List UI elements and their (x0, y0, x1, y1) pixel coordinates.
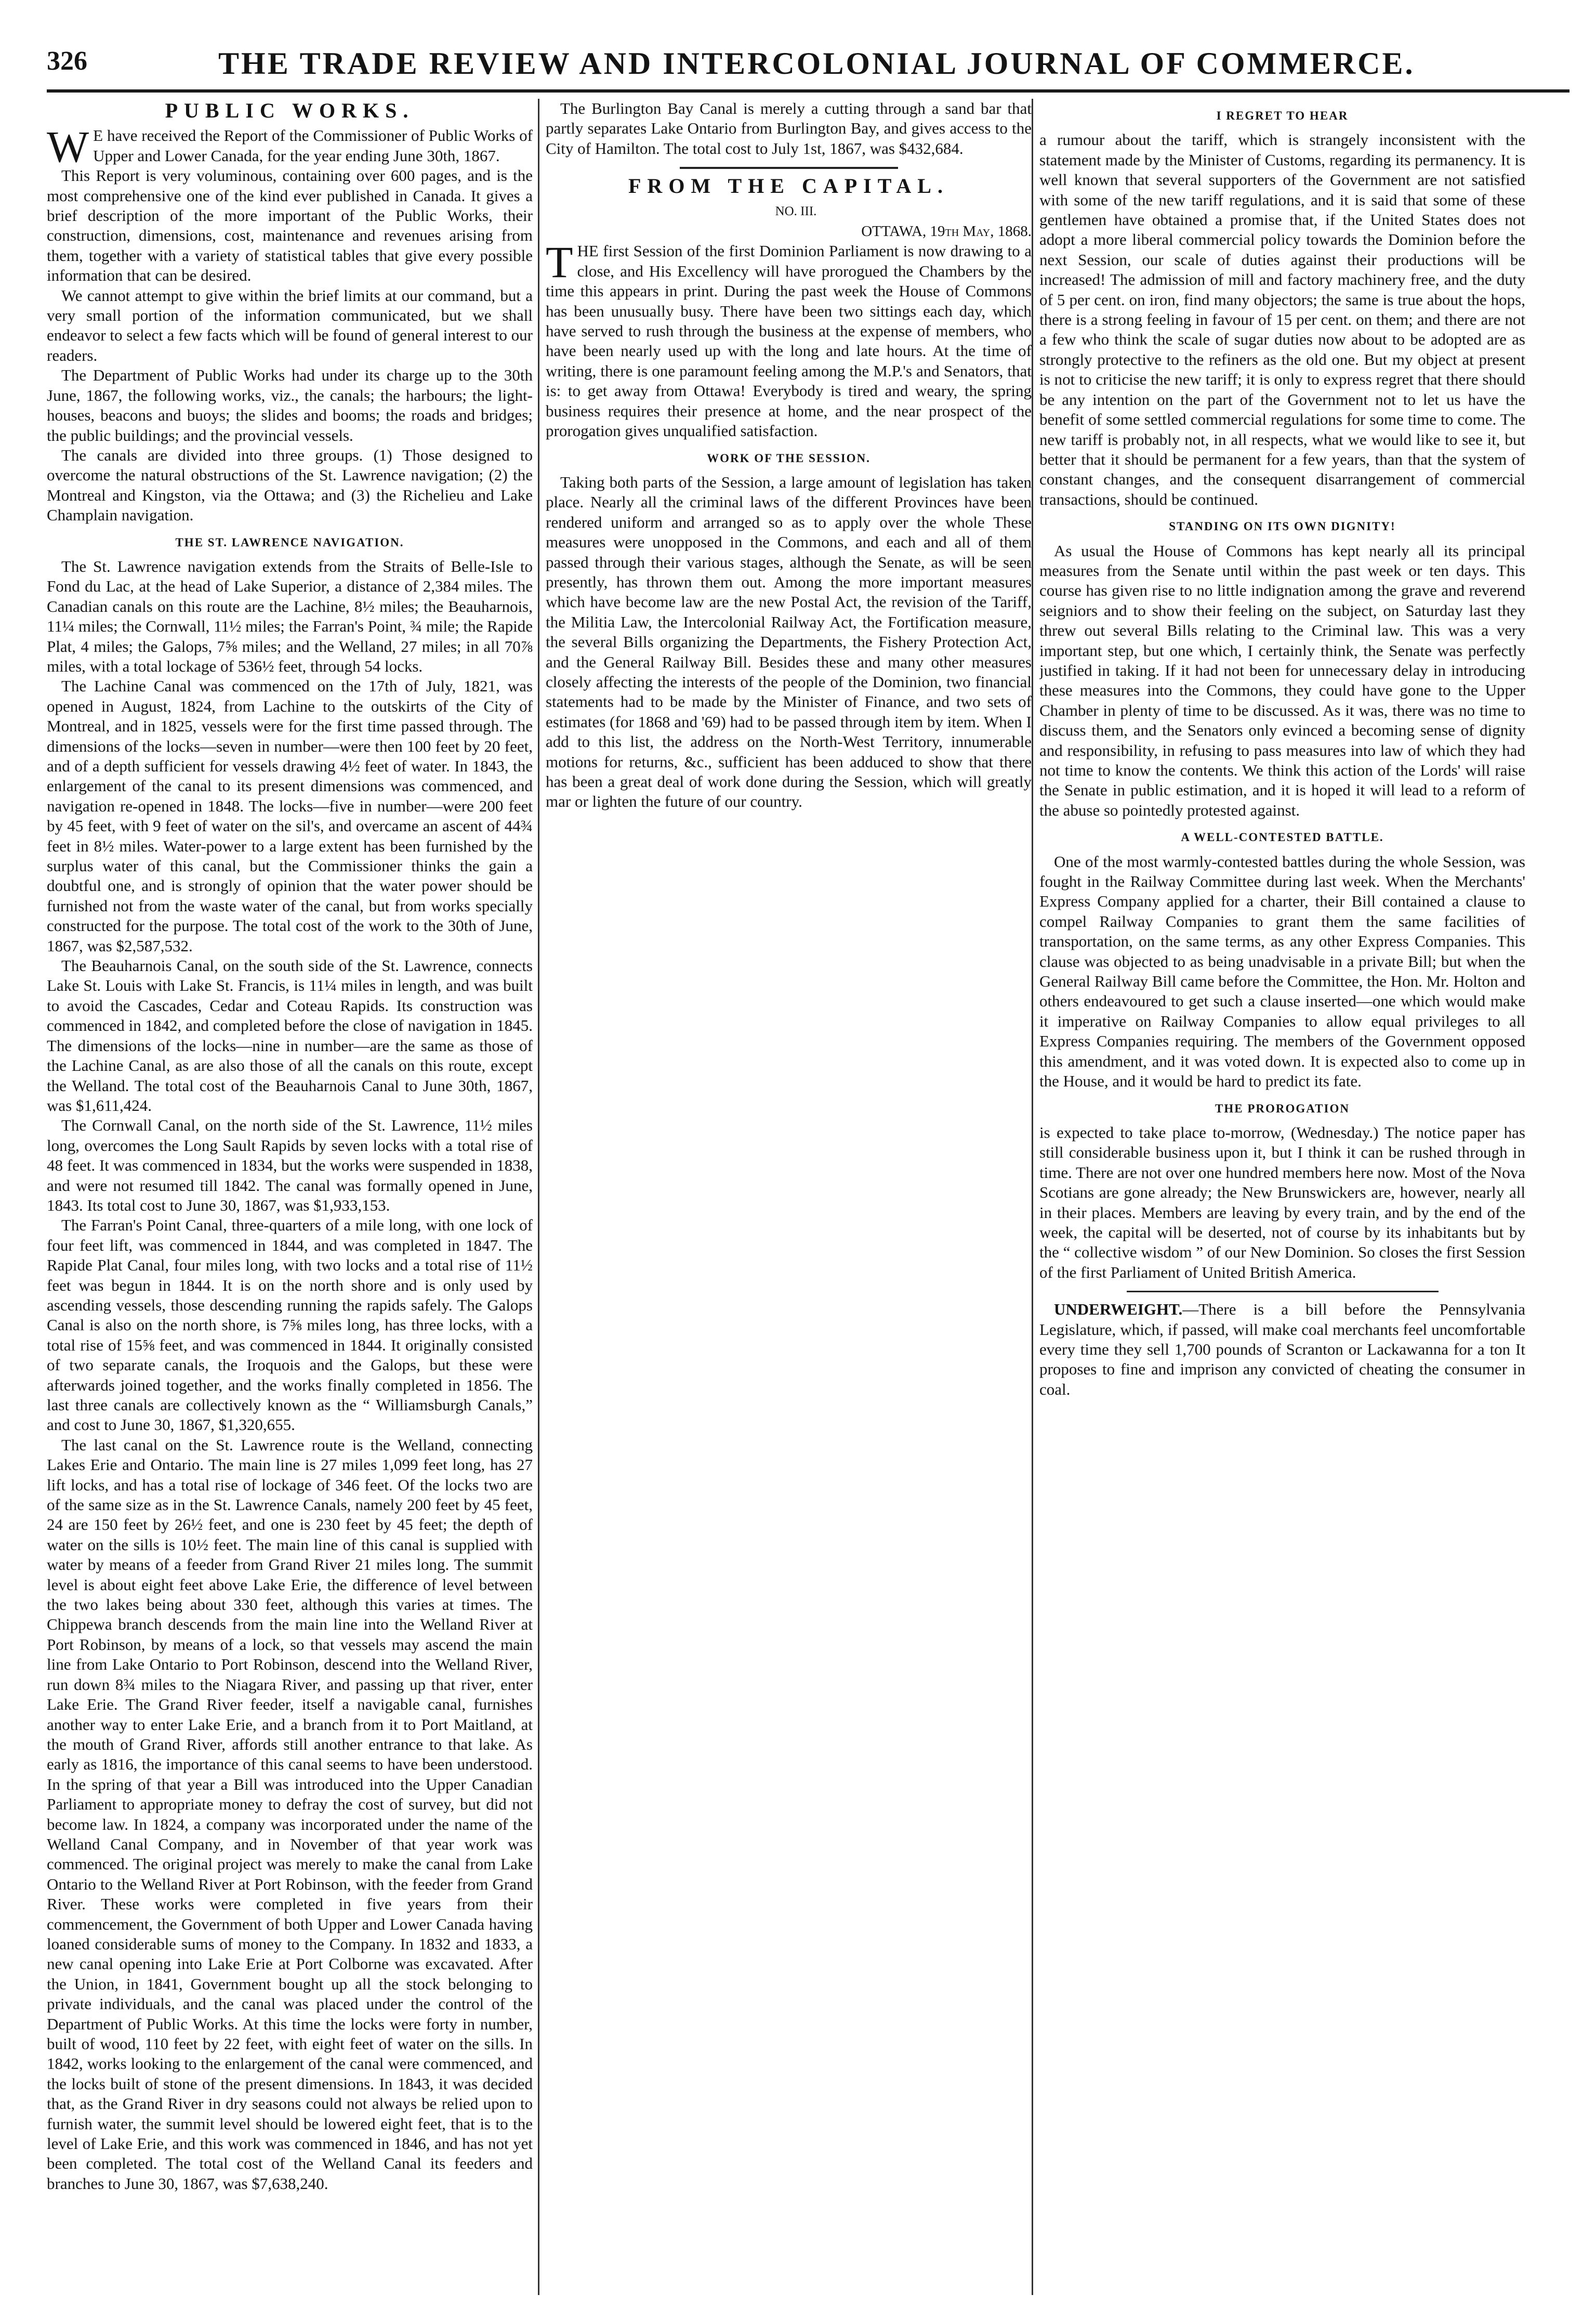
public-works-title: PUBLIC WORKS. (165, 99, 415, 122)
paragraph: As usual the House of Commons has kept nearly all its principal measures from the Senate until within the past week or ten days. This course has given rise to no little indignation among the grave and reverend seigniors and to show their feeling on the subject, on Saturday last they threw out several Bills relating to the Criminal law. This was a very important step, but one which, I certainly think, the Senate was perfectly justified in taking. If it had not been for unnecessary delay in introducing these measures into the Commons, they could have gone to the Upper Chamber in plenty of time to be discussed. As it was, there was no time to discuss them, and the Senators only evinced a becoming sense of dignity and responsibility, in refusing to pass measures into law of which they had not time to know the contents. We think this action of the Lords' will raise the Senate in public estimation, and it is hoped it will lead to a reform of the abuse so pointedly protested against. (1039, 541, 1525, 819)
paragraph: The Burlington Bay Canal is merely a cutting through a sand bar that partly separates Lake Ontario from Burlington Bay, and gives access to the City of Hamilton. The total cost to July 1st, 1867, was $432,684. (546, 99, 1032, 158)
paragraph: One of the most warmly-contested battles during the whole Session, was fought in the Railway Committee during last week. When the Merchants' Express Company applied for a charter, their Bill contained a clause to compel Railway Companies to grant them the same facilities of transportation, on the same terms, as any other Express Companies. This clause was objected to as being unadvisable in a private Bill; but when the General Railway Bill came before the Committee, the Hon. Mr. Holton and others endeavoured to get such a clause inserted—one which would make it imperative on Railway Companies to allow equal privileges to all Express Companies requiring. The members of the Government opposed this amendment, and it was voted down. It is expected also to come up in the House, and it would be hard to predict its fate. (1039, 852, 1525, 1091)
paragraph: The Farran's Point Canal, three-quarters of a mile long, with one lock of four feet lift, was commenced in 1844, and was completed in 1847. The Rapide Plat Canal, four miles long, with two locks and a total rise of 11½ feet was begun in 1844. It is on the north shore and is only used by ascending vessels, those descending running the rapids safely. The Galops Canal is also on the north shore, is 7⅝ miles long, has three locks, with a total rise of 15⅝ feet, and was commenced in 1844. It originally consisted of two separate canals, the Iroquois and the Galops, but these were afterwards joined together, and the works finally completed in 1856. The last three canals are collectively known as the “ Williamsburgh Canals,” and cost to June 30, 1867, $1,320,655. (47, 1216, 533, 1434)
subheading: STANDING ON ITS OWN DIGNITY! (1169, 520, 1396, 533)
column-3 (1039, 99, 1525, 2300)
paragraph: The last canal on the St. Lawrence route is the Welland, connecting Lakes Erie and Ontario. The main line is 27 miles 1,099 feet long, has 27 lift locks, and has a total rise of lockage of 346 feet. Of the locks two are of the same size as in the St. Lawrence Canals, namely 200 feet by 45 feet, 24 are 150 feet by 26½ feet, and one is 230 feet by 45 feet; the depth of water on the sills is 10½ feet. The main line of this canal is supplied with water by means of a feeder from Grand River 21 miles long. The summit level is about eight feet above Lake Erie, the difference of level between the two lakes being about 330 feet, although this varies at times. The Chippewa branch descends from the main line into the Welland River at Port Robinson, by means of a lock, so that vessels may ascend the main line from Lake Ontario to Port Robinson, descend into the Welland River, run down 8¾ miles to the Niagara River, and passing up that river, enter Lake Erie. The Grand River feeder, itself a navigable canal, furnishes another way to enter Lake Erie, and a branch from it to Port Maitland, at the mouth of Grand River, affords still another entrance to that lake. As early as 1816, the importance of this canal seems to have been understood. In the spring of that year a Bill was introduced into the Upper Canadian Parliament to appropriate money to defray the cost of survey, but did not become law. In 1824, a company was incorporated under the name of the Welland Canal Company, and in November of that year work was commenced. The original project was merely to make the canal from Lake Ontario to the Welland River at Port Robinson, with the feeder from Grand River. These works were completed in five years from their commencement, the Government of both Upper and Lower Canada having loaned considerable sums of money to the Company. In 1832 and 1833, a new canal opening into Lake Erie at Port Colborne was excavated. After the Union, in 1841, Government bought up all the stock belonging to private individuals, and the canal was placed under the control of the Department of Public Works. At this time the locks were forty in number, built of wood, 110 feet by 22 feet, with eight feet of water on the sills. In 1842, works looking to the enlargement of the canal were commenced, and the locks built of stone of the present dimensions. In 1843, it was decided that, as the Grand River in dry seasons could not always be relied upon to furnish water, the summit level should be lowered eight feet, that is to the level of Lake Erie, and this work was commenced in 1846, and has not yet been completed. The total cost of the Welland Canal its feeders and branches to June 30, 1867, was $7,638,240. (47, 1435, 533, 2193)
paragraph: The Beauharnois Canal, on the south side of the St. Lawrence, connects Lake St. Louis with Lake St. Francis, is 11¼ miles in length, and was built to avoid the Cascades, Cedar and Coteau Rapids. Its construction was commenced in 1842, and completed before the close of navigation in 1845. The dimensions of the locks—nine in number—are the same as those of the Lachine Canal, as are also those of all the canals on this route, except the Welland. The total cost of the Beauharnois Canal to June 30th, 1867, was $1,611,424. (47, 956, 533, 1115)
column-1 (47, 99, 533, 2300)
section-divider (1127, 1291, 1439, 1292)
column-2 (546, 99, 1032, 2300)
subheading: I REGRET TO HEAR (1216, 109, 1349, 122)
underweight-lead: UNDERWEIGHT. (1054, 1300, 1183, 1319)
drop-cap: W (47, 122, 89, 172)
subheading: A WELL-CONTESTED BATTLE. (1181, 831, 1384, 844)
page-number: 326 (47, 46, 87, 76)
subheading: THE PROROGATION (1215, 1102, 1350, 1115)
capital-title: FROM THE CAPITAL. (628, 174, 949, 198)
subheading: WORK OF THE SESSION. (707, 451, 870, 465)
paragraph-text: E have received the Report of the Commissioner of Public Works of Upper and Lower Canada, for the year ending June 30th, 1867. (93, 126, 533, 165)
subheading: THE ST. LAWRENCE NAVIGATION. (175, 535, 404, 549)
paragraph-text: —There is a bill before the Pennsylvania Legislature, which, if passed, will make coal merchants feel uncomfortable every time they sell 1,700 pounds of Scranton or Lackawanna for a ton It proposes to fine and imprison any convicted of cheating the consumer in coal. (1039, 1300, 1525, 1398)
underweight-paragraph (1039, 1300, 1525, 1399)
paragraph: a rumour about the tariff, which is strangely inconsistent with the statement made by the Minister of Customs, regarding its permanency. It is well known that several supporters of the Government are not satisfied with some of the new tariff regulations, and it is said that some of these gentlemen have obtained a promise that, if the United States does not adopt a more liberal commercial policy towards the Dominion before the next Session, our scale of duties against their productions will be increased! The admission of mill and factory machinery free, and the duty of 5 per cent. on iron, find many objectors; the same is true about the hops, there is a strong feeling in favour of 15 per cent. on them; and there are not a few who think the scale of sugar duties now about to be adopted are as strongly protective to the refiners as the old one. But my object at present is not to criticise the new tariff; it is only to express regret that there should be any intention on the part of the Government not to let us have the benefit of some settled commercial regulations for some time to come. The new tariff is probably not, in all respects, what we would like to see it, but better that it should be permanent for a few years, than that the system of constant changes, and the consequent disarrangement of commercial transactions, should be continued. (1039, 130, 1525, 508)
series-number: NO. III. (775, 204, 817, 218)
journal-title: THE TRADE REVIEW AND INTERCOLONIAL JOURNAL OF COMMERCE. (218, 46, 1415, 81)
section-divider (680, 167, 898, 169)
paragraph: The Department of Public Works had under its charge up to the 30th June, 1867, the following works, viz., the canals; the harbours; the light-houses, beacons and buoys; the slides and booms; the roads and bridges; the public buildings; and the provincial vessels. (47, 366, 533, 444)
capital-intro (546, 237, 1032, 441)
column-rule (538, 99, 539, 2295)
paragraph: The Cornwall Canal, on the north side of the St. Lawrence, 11½ miles long, overcomes the Long Sault Rapids by seven locks with a total rise of 48 feet. It was commenced in 1834, but the works were suspended in 1838, and were not resumed till 1842. The canal was formally opened in June, 1843. Its total cost to June 30, 1867, was $1,933,153. (47, 1116, 533, 1214)
paragraph: is expected to take place to-morrow, (Wednesday.) The notice paper has still considerable business upon it, but I think it can be rushed through in time. There are not over one hundred members here now. Most of the Nova Scotians are gone already; the New Brunswickers are, however, nearly all in their places. Members are leaving by every train, and by the end of the week, the capital will be deserted, not of course by its inhabitants but by the “ collective wisdom ” of our New Dominion. So closes the first Session of the first Parliament of United British America. (1039, 1123, 1525, 1281)
paragraph: The St. Lawrence navigation extends from the Straits of Belle-Isle to Fond du Lac, at the head of Lake Superior, a distance of 2,384 miles. The Canadian canals on this route are the Lachine, 8½ miles; the Beauharnois, 11¼ miles; the Cornwall, 11½ miles; the Farran's Point, ¾ mile; the Rapide Plat, 4 miles; the Galops, 7⅝ miles; and the Welland, 27 miles; in all 70⅞ miles, with a total lockage of 536½ feet, through 54 locks. (47, 557, 533, 675)
header-rule (47, 89, 1569, 93)
public-works-intro (47, 122, 533, 172)
paragraph: We cannot attempt to give within the brief limits at our command, but a very small portion of the information communicated, but we shall endeavor to select a few facts which will be found of general interest to our readers. (47, 286, 533, 364)
paragraph-text: HE first Session of the first Dominion Parliament is now drawing to a close, and His Excellency will have prorogued the Chambers by the time this appears in print. During the past week the House of Commons has been unusually busy. There have been two sittings each day, which have served to rush through the business at the expense of members, who have been nearly used up with the long and late hours. At the time of writing, there is one paramount feeling among the M.P.'s and Senators, that is: to get away from Ottawa! Everybody is tired and weary, the spring business requires their presence at home, and the near prospect of the prorogation gives unqualified satisfaction. (546, 242, 1032, 440)
paragraph: The canals are divided into three groups. (1) Those designed to overcome the natural obstructions of the St. Lawrence navigation; (2) the Montreal and Kingston, via the Ottawa; and (3) the Richelieu and Lake Champlain navigation. (47, 445, 533, 525)
drop-cap: T (546, 237, 573, 287)
paragraph: Taking both parts of the Session, a large amount of legislation has taken place. Nearly all the criminal laws of the different Provinces have been rendered uniform and arranged so as to apply over the whole These measures were unopposed in the Commons, and each and all of them passed through their various stages, although the Senate, as will be seen presently, has thrown them out. Among the more important measures which have become law are the new Postal Act, the revision of the Tariff, the Militia Law, the Intercolonial Railway Act, the Fortification measure, the several Bills organizing the Departments, the Fishery Protection Act, and the General Railway Bill. Besides these and many other measures closely affecting the interests of the people of the Dominion, two financial statements had to be made by the Minister of Finance, and two sets of estimates (for 1868 and '69) had to be passed through item by item. When I add to this list, the address on the North-West Territory, innumerable motions for returns, &c., sufficient has been adduced to show that there has been a great deal of work done during the Session, which will greatly mar or lighten the future of our country. (546, 473, 1032, 811)
column-rule (1032, 99, 1033, 2295)
dateline: OTTAWA, 19th May, 1868. (861, 223, 1032, 240)
paragraph: The Lachine Canal was commenced on the 17th of July, 1821, was opened in August, 1824, from Lachine to the outskirts of the City of Montreal, and in 1825, vessels were for the first time passed through. The dimensions of the locks—seven in number—were then 100 feet by 20 feet, and of a depth sufficient for vessels drawing 4½ feet of water. In 1843, the enlargement of the canal to its present dimensions was commenced, and navigation re-opened in 1848. The locks—five in number—were 200 feet by 45 feet, with 9 feet of water on the sil's, and overcame an ascent of 44¾ feet in 8½ miles. Water-power to a large extent has been furnished by the surplus water of this canal, but the Commissioner thinks the gain a doubtful one, and is strongly of opinion that the water power should be furnished not from the waste water of the canal, but from works specially constructed for the purpose. The total cost of the work to the 30th of June, 1867, was $2,587,532. (47, 677, 533, 955)
paragraph: This Report is very voluminous, containing over 600 pages, and is the most comprehensive one of the kind ever published in Canada. It gives a brief description of the more important of the Public Works, their construction, dimensions, cost, maintenance and revenues arising from them, together with a variety of statistical tables that give every possible information that can be desired. (47, 166, 533, 285)
page-header (47, 46, 1569, 83)
